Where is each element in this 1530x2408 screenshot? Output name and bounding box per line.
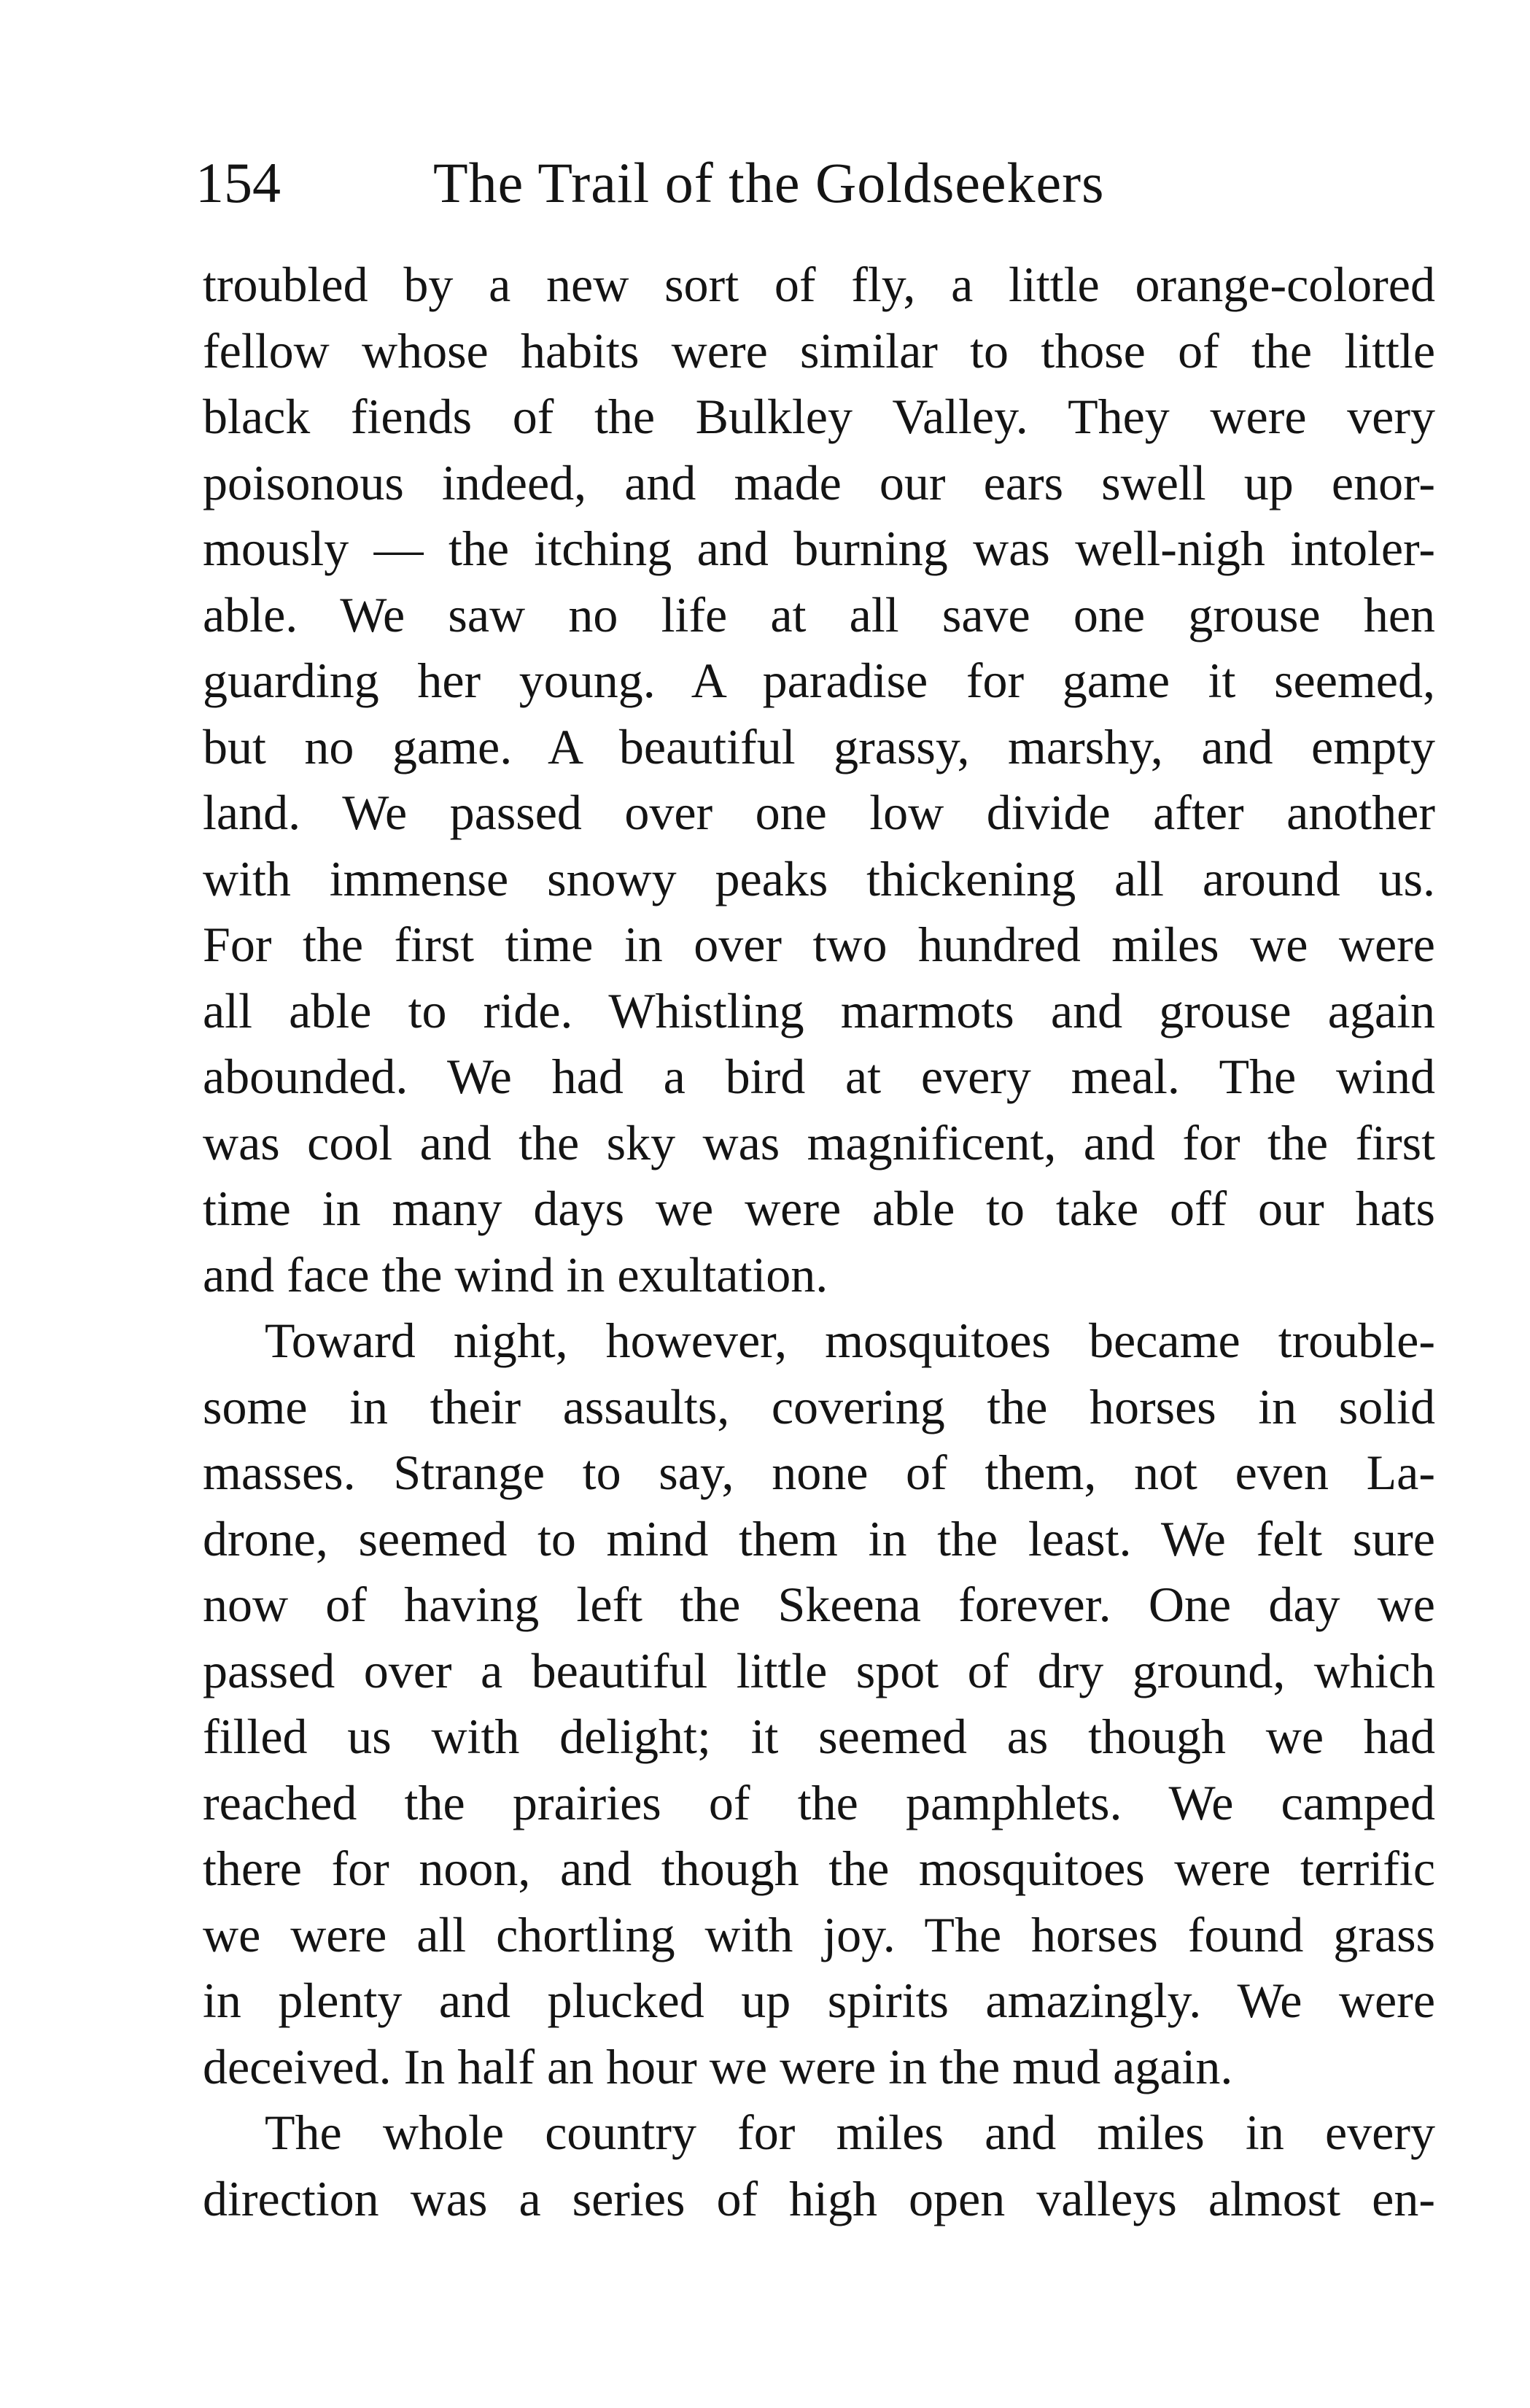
page-header <box>195 143 1435 223</box>
text-line: was cool and the sky was magnificent, and for the first <box>203 1114 1435 1170</box>
text-line: there for noon, and though the mosquitoes were terrific <box>203 1841 1435 1896</box>
text-line: land. We passed over one low divide after another <box>203 785 1435 840</box>
text-line: fellow whose habits were similar to those of the little <box>203 322 1435 378</box>
text-line: troubled by a new sort of fly, a little orange-colored <box>203 257 1435 312</box>
paragraph-end-line: and face the wind in exultation. <box>203 1246 828 1302</box>
text-line: guarding her young. A paradise for game it seemed, <box>203 653 1435 708</box>
paragraph-end-line: deceived. In half an hour we were in the mud again. <box>203 2038 1233 2094</box>
running-title: The Trail of the Goldseekers <box>433 151 1105 214</box>
body-text <box>203 252 1435 2232</box>
text-line: we were all chortling with joy. The horses found grass <box>203 1906 1435 1962</box>
text-line: abounded. We had a bird at every meal. The wind <box>203 1049 1435 1104</box>
text-line: black fiends of the Bulkley Valley. They were very <box>203 389 1435 444</box>
text-line: with immense snowy peaks thickening all around us. <box>203 850 1435 906</box>
text-line: For the first time in over two hundred miles we were <box>203 917 1435 972</box>
page-number: 154 <box>195 151 281 214</box>
text-line: poisonous indeed, and made our ears swell up enor- <box>203 454 1435 510</box>
text-line: now of having left the Skeena forever. One day we <box>203 1577 1435 1632</box>
paragraph-start-line: The whole country for miles and miles in every <box>265 2105 1435 2160</box>
text-line: in plenty and plucked up spirits amazingly. We were <box>203 1973 1435 2028</box>
text-line: reached the prairies of the pamphlets. We camped <box>203 1774 1435 1830</box>
text-line: drone, seemed to mind them in the least. We felt sure <box>203 1510 1435 1566</box>
text-line: but no game. A beautiful grassy, marshy, and empty <box>203 718 1435 774</box>
text-line: passed over a beautiful little spot of dry ground, which <box>203 1642 1435 1698</box>
text-line: mously — the itching and burning was well-nigh intoler- <box>203 521 1435 576</box>
text-line: some in their assaults, covering the horses in solid <box>203 1378 1435 1434</box>
paragraph-start-line: Toward night, however, mosquitoes became trouble- <box>265 1313 1435 1368</box>
text-line: time in many days we were able to take off our hats <box>203 1181 1435 1236</box>
text-line: filled us with delight; it seemed as though we had <box>203 1709 1435 1764</box>
text-line: direction was a series of high open valleys almost en- <box>203 2170 1435 2226</box>
text-line: masses. Strange to say, none of them, not even La- <box>203 1445 1435 1500</box>
text-line: able. We saw no life at all save one grouse hen <box>203 586 1435 642</box>
text-line: all able to ride. Whistling marmots and grouse again <box>203 982 1435 1038</box>
